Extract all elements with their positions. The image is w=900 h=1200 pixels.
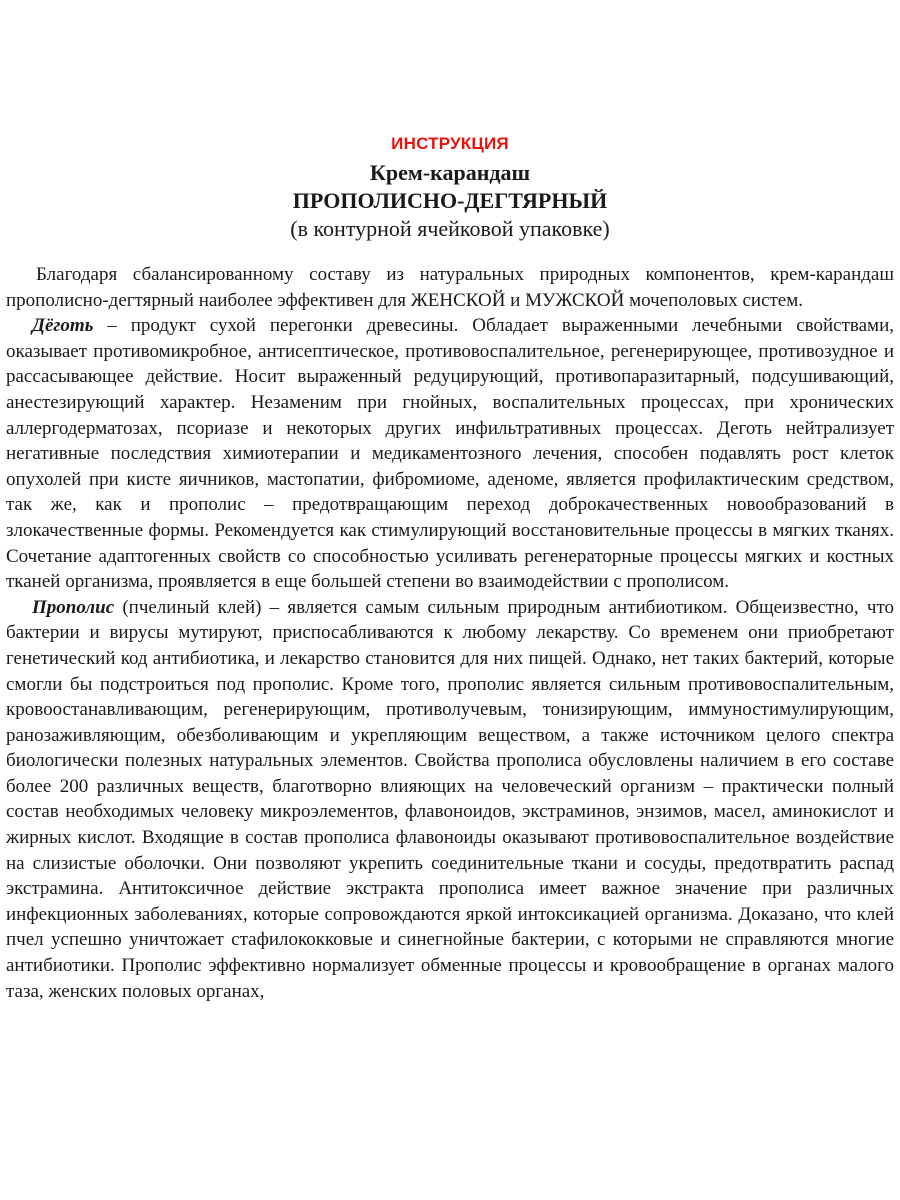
product-title-line1: Крем-карандаш (369, 160, 531, 185)
propolis-description: (пчелиный клей) – является самым сильным природным антибиотиком. Общеизвестно, что бактерии и вирусы мутируют, приспосабливаются к любому лекарству. Со временем они приобретают генетический код антибиотика, и лекарство становится для них пищей. Однако, нет таких бактерий, которые смогли бы подстроиться под прополис. Кроме того, прополис является сильным противовоспалительным, кровоостанавливающим, регенерирующим, противолучевым, тонизирующим, иммуностимулирующим, ранозаживляющим, обезболивающим и укрепляющим веществом, а также источником целого спектра биологически полезных натуральных элементов. Свойства прополиса обусловлены наличием в его составе более 200 различных веществ, благотворно влияющих на человеческий организм – практически полный состав необходимых человеку микроэлементов, флавоноидов, экстраминов, энзимов, масел, аминокислот и жирных кислот. Входящие в состав прополиса флавоноиды оказывают противовоспалительное воздействие на слизистые оболочки. Они позволяют укрепить соединительные ткани и сосуды, предотвратить распад экстрамина. Антитоксичное действие экстракта прополиса имеет важное значение при различных инфекционных заболеваниях, которые сопровождаются яркой интоксикацией организма. Доказано, что клей пчел успешно уничтожает стафилококковые и синегнойные бактерии, с которыми не справляются многие антибиотики. Прополис эффективно нормализует обменные процессы и кровообращение в органах малого таза, женских половых органах, (6, 596, 894, 1002)
document-body (6, 262, 894, 1004)
product-subtitle: (в контурной ячейковой упаковке) (290, 216, 610, 241)
propolis-term: Прополис (32, 596, 115, 618)
tar-description: – продукт сухой перегонки древесины. Обладает выраженными лечебными свойствами, оказывает противомикробное, антисептическое, противовоспалительное, регенерирующее, противозудное и рассасывающее действие. Носит выраженный редуцирующий, противопаразитарный, подсушивающий, анестезирующий характер. Незаменим при гнойных, воспалительных процессах, при хронических аллергодерматозах, псориазе и некоторых других инфильтративных процессах. Деготь нейтрализует негативные последствия химиотерапии и медикаментозного лечения, способен подавлять рост клеток опухолей при кисте яичников, мастопатии, фибромиоме, аденоме, является профилактическим средством, так же, как и прополис – предотвращающим переход доброкачественных новообразований в злокачественные формы. Рекомендуется как стимулирующий восстановительные процессы в мягких тканях. Сочетание адаптогенных свойств со способностью усиливать регенераторные процессы мягких и костных тканей организма, проявляется в еще большей степени во взаимодействии с прополисом. (6, 315, 894, 593)
propolis-paragraph (6, 595, 894, 1005)
document-header (0, 130, 900, 243)
instruction-label: ИНСТРУКЦИЯ (391, 134, 509, 153)
product-title-line2: ПРОПОЛИСНО-ДЕГТЯРНЫЙ (292, 188, 608, 213)
tar-paragraph (6, 313, 894, 595)
intro-paragraph: Благодаря сбалансированному составу из натуральных природных компонентов, крем-карандаш прополисно-дегтярный наиболее эффективен для ЖЕНСКОЙ и МУЖСКОЙ мочеполовых систем. (6, 264, 894, 311)
tar-term: Дёготь (32, 315, 94, 337)
